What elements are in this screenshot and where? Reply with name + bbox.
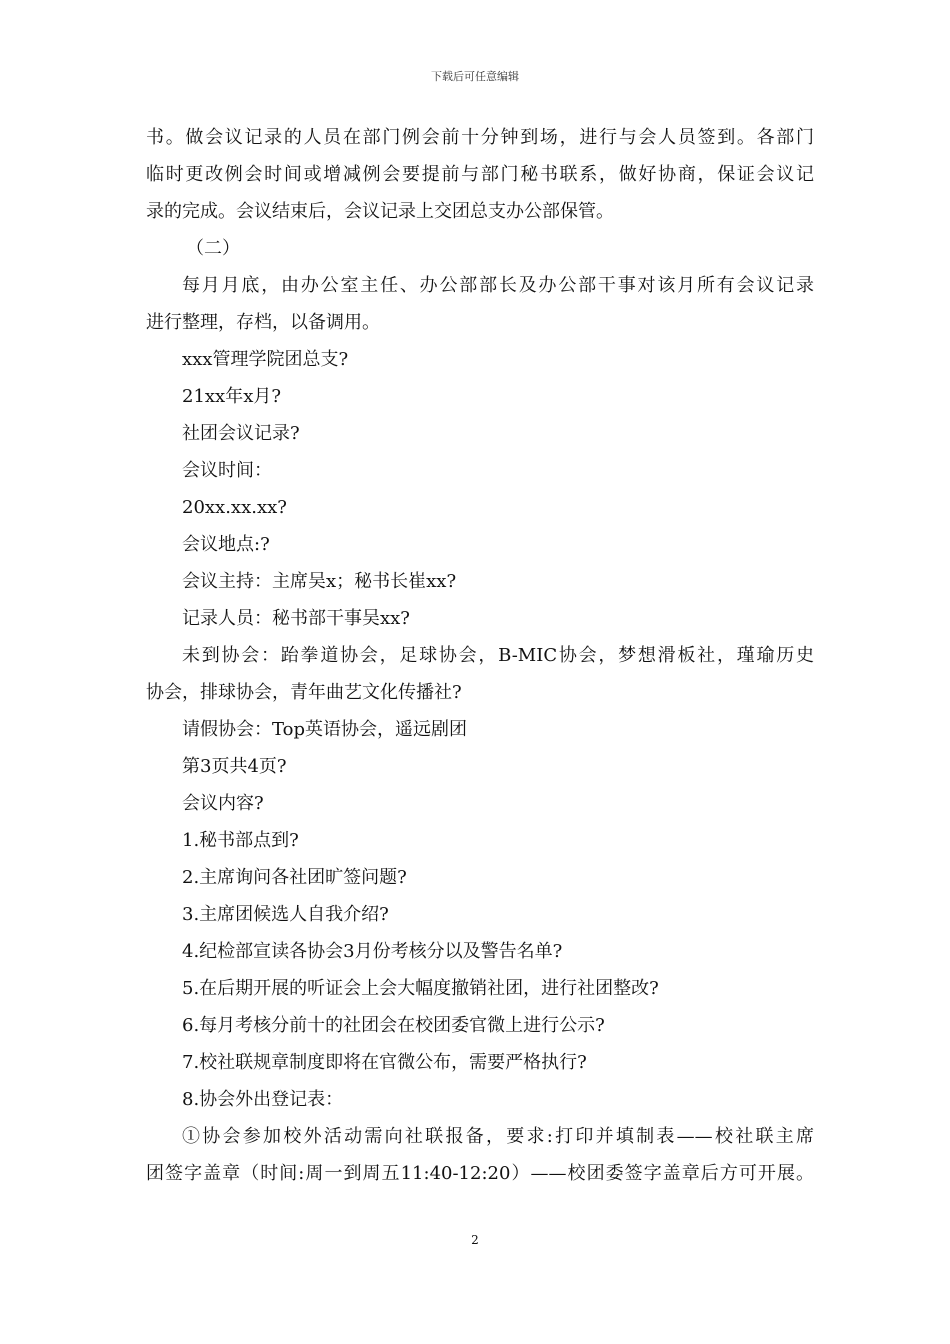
document-body [146, 119, 814, 1192]
paragraph-line: 记录人员：秘书部干事吴xx? [182, 608, 410, 629]
paragraph-line: 会议内容? [182, 793, 264, 814]
paragraph-line: 会议时间： [182, 460, 272, 481]
paragraph-line: 会议地点:? [182, 534, 270, 555]
paragraph-line: 第3页共4页? [182, 756, 287, 777]
paragraph-line: 21xx年x月? [182, 386, 282, 407]
paragraph-line: 未到协会：跆拳道协会，足球协会，B-MIC协会，梦想滑板社，瑾瑜历史 [182, 645, 814, 666]
list-item: 4.纪检部宣读各协会3月份考核分以及警告名单? [182, 941, 563, 962]
list-item: 3.主席团候选人自我介绍? [182, 904, 389, 925]
paragraph-line: 临时更改例会时间或增减例会要提前与部门秘书联系，做好协商，保证会议记 [146, 164, 814, 185]
paragraph-line: 协会，排球协会，青年曲艺文化传播社? [146, 682, 462, 703]
list-item: 7.校社联规章制度即将在官微公布，需要严格执行? [182, 1052, 587, 1073]
paragraph-line: 会议主持：主席吴x；秘书长崔xx? [182, 571, 457, 592]
list-item: 5.在后期开展的听证会上会大幅度撤销社团，进行社团整改? [182, 978, 659, 999]
paragraph-line: xxx管理学院团总支? [182, 349, 349, 370]
paragraph-line: 录的完成。会议结束后，会议记录上交团总支办公部保管。 [146, 201, 614, 222]
paragraph-line: 进行整理，存档，以备调用。 [146, 312, 380, 333]
page-header: 下载后可任意编辑 [431, 70, 519, 83]
paragraph-line: 每月月底，由办公室主任、办公部部长及办公部干事对该月所有会议记录 [182, 275, 814, 296]
paragraph-line: 20xx.xx.xx? [182, 497, 287, 518]
paragraph-line: 社团会议记录? [182, 423, 300, 444]
list-item: 6.每月考核分前十的社团会在校团委官微上进行公示? [182, 1015, 605, 1036]
list-item: 1.秘书部点到? [182, 830, 299, 851]
paragraph-line: 书。做会议记录的人员在部门例会前十分钟到场，进行与会人员签到。各部门 [146, 127, 814, 148]
paragraph-line: ①协会参加校外活动需向社联报备，要求:打印并填制表——校社联主席 [182, 1126, 814, 1147]
list-item: 2.主席询问各社团旷签问题? [182, 867, 407, 888]
section-heading: （二） [186, 238, 240, 259]
paragraph-line: 请假协会：Top英语协会，遥远剧团 [182, 719, 467, 740]
page-number: 2 [471, 1233, 479, 1247]
paragraph-line: 团签字盖章（时间:周一到周五11:40-12:20）——校团委签字盖章后方可开展。 [146, 1163, 814, 1184]
list-item: 8.协会外出登记表： [182, 1089, 344, 1110]
